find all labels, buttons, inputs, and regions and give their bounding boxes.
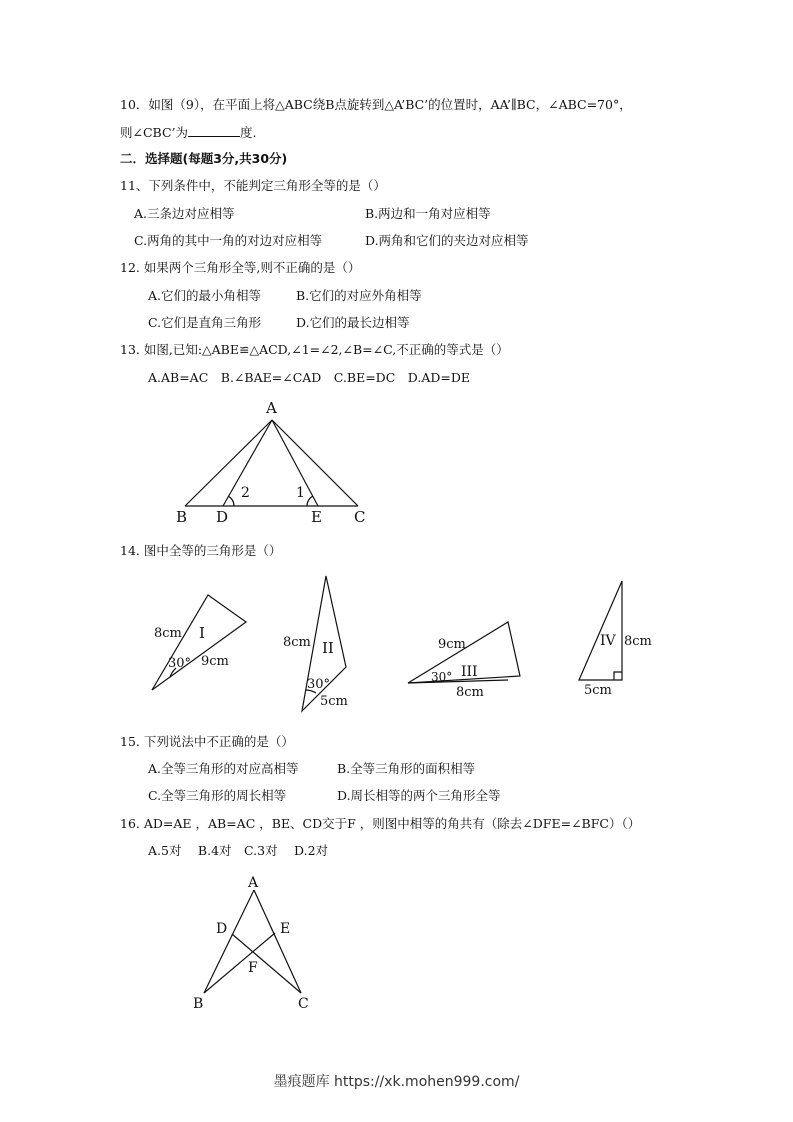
segment-ac xyxy=(254,890,301,993)
triangle-iii-base xyxy=(408,680,508,683)
fig2-angle: 30° xyxy=(307,677,331,692)
q11-option-b: B.两边和一角对应相等 xyxy=(365,206,491,221)
angle-2-arc xyxy=(228,496,234,506)
q11-option-a: A.三条边对应相等 xyxy=(134,206,235,221)
segment-be xyxy=(204,933,275,993)
label-c: C xyxy=(354,508,366,526)
q15-option-a: A.全等三角形的对应高相等 xyxy=(148,761,299,776)
q11-option-d: D.两角和它们的夹边对应相等 xyxy=(365,233,529,248)
section-heading: 二．选择题(每题3分,共30分) xyxy=(120,151,288,166)
q10-line2-prefix: 则∠CBC’为 xyxy=(120,125,188,140)
label-d: D xyxy=(216,921,228,937)
segment-cd xyxy=(232,934,301,993)
label-e: E xyxy=(280,921,291,937)
q12-option-d: D.它们的最长边相等 xyxy=(296,315,410,330)
fig2-roman: II xyxy=(322,639,334,657)
fig2-side2: 5cm xyxy=(320,694,348,709)
fig4-side2: 5cm xyxy=(584,683,612,698)
q11-stem: 11、下列条件中，不能判定三角形全等的是（） xyxy=(120,178,386,193)
q14-stem: 14. 图中全等的三角形是（） xyxy=(120,543,282,558)
label-c: C xyxy=(298,996,309,1012)
segment-ab xyxy=(185,420,272,506)
label-b: B xyxy=(193,996,204,1012)
q16-options: A.5对 B.4对 C.3对 D.2对 xyxy=(148,843,329,858)
segment-ae xyxy=(272,420,318,506)
label-d: D xyxy=(216,508,229,526)
segment-ad xyxy=(223,420,272,506)
segment-ab xyxy=(204,890,254,993)
label-a: A xyxy=(248,875,259,891)
q12-stem: 12. 如果两个三角形全等,则不正确的是（） xyxy=(120,260,361,275)
q12-option-c: C.它们是直角三角形 xyxy=(148,315,262,330)
q15-option-c: C.全等三角形的周长相等 xyxy=(148,788,287,803)
label-e: E xyxy=(311,508,322,526)
fig1-side2: 9cm xyxy=(201,654,229,669)
triangle-ii-angle xyxy=(306,690,316,693)
segment-ac xyxy=(272,420,358,506)
q10-line2 xyxy=(120,124,256,141)
fig1-roman: I xyxy=(199,624,205,642)
triangle-i xyxy=(152,595,246,690)
q12-option-a: A.它们的最小角相等 xyxy=(148,288,262,303)
angle-1-arc xyxy=(307,496,313,506)
triangle-iv xyxy=(579,581,622,680)
answer-blank xyxy=(188,124,240,137)
fig2-side1: 8cm xyxy=(283,635,311,650)
label-b: B xyxy=(176,508,188,526)
fig4-roman: IV xyxy=(600,633,616,649)
q15-stem: 15. 下列说法中不正确的是（） xyxy=(120,734,294,749)
q15-option-b: B.全等三角形的面积相等 xyxy=(337,761,476,776)
q11-option-c: C.两角的其中一角的对边对应相等 xyxy=(134,233,323,248)
q13-options: A.AB=AC B.∠BAE=∠CAD C.BE=DC D.AD=DE xyxy=(148,370,470,385)
fig3-angle: 30° xyxy=(431,670,453,684)
fig3-roman: III xyxy=(461,664,478,680)
fig1-side1: 8cm xyxy=(154,626,182,641)
triangle-iii xyxy=(408,622,520,683)
fig3-side1: 9cm xyxy=(438,637,466,652)
q12-option-b: B.它们的对应外角相等 xyxy=(296,288,422,303)
triangle-ii xyxy=(302,576,346,711)
label-f: F xyxy=(248,960,258,976)
fig1-angle: 30° xyxy=(168,656,192,671)
q10-line1: 10．如图（9），在平面上将△ABC绕B点旋转到△A’BC’的位置时，AA’∥BC，∠ABC=70°， xyxy=(120,97,632,112)
triangle-i-angle xyxy=(170,668,176,677)
fig3-side2: 8cm xyxy=(456,685,484,700)
footer-link[interactable]: 墨痕题库 https://xk.mohen999.com/ xyxy=(273,1074,520,1090)
right-angle-marker xyxy=(614,672,622,680)
q16-stem: 16. AD=AE ，AB=AC ，BE、CD交于F ，则图中相等的角共有（除去∠DFE=∠BFC）（） xyxy=(120,816,641,831)
q15-option-d: D.周长相等的两个三角形全等 xyxy=(337,788,501,803)
q10-line2-suffix: 度. xyxy=(240,125,257,140)
q13-stem: 13. 如图,已知:△ABE≌△ACD,∠1=∠2,∠B=∠C,不正确的等式是（） xyxy=(120,342,509,357)
label-angle-1: 1 xyxy=(296,485,305,501)
label-angle-2: 2 xyxy=(241,485,250,501)
label-a: A xyxy=(266,399,277,417)
fig4-side1: 8cm xyxy=(624,634,652,649)
